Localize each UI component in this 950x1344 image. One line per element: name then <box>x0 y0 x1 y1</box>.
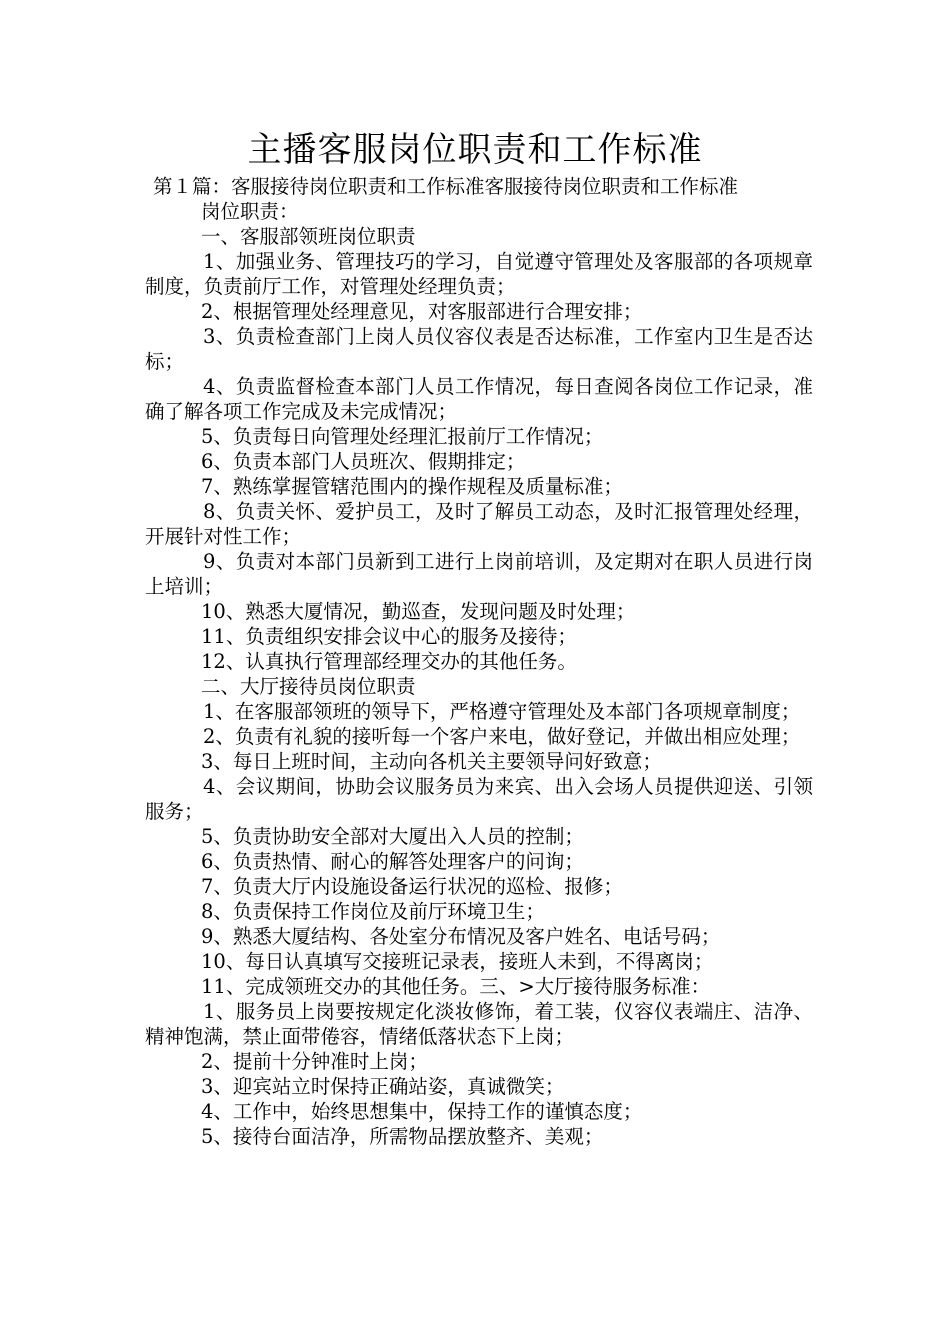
document-body <box>145 174 813 1149</box>
paragraph: 5、负责协助安全部对大厦出入人员的控制； <box>201 825 584 848</box>
paragraph: 4、负责监督检查本部门人员工作情况，每日查阅各岗位工作记录，准确了解各项工作完成及未完成情况； <box>145 375 813 423</box>
document-title: 主播客服岗位职责和工作标准 <box>247 130 703 170</box>
paragraph: 11、负责组织安排会议中心的服务及接待； <box>201 625 577 648</box>
paragraph: 一、客服部领班岗位职责 <box>201 225 416 248</box>
paragraph: 3、迎宾站立时保持正确站姿，真诚微笑； <box>201 1075 565 1098</box>
paragraph: 2、负责有礼貌的接听每一个客户来电，做好登记，并做出相应处理； <box>203 725 801 748</box>
paragraph: 9、熟悉大厦结构、各处室分布情况及客户姓名、电话号码； <box>201 925 721 948</box>
paragraph: 6、负责热情、耐心的解答处理客户的问询； <box>201 850 584 873</box>
paragraph: 6、负责本部门人员班次、假期排定； <box>201 450 526 473</box>
paragraph: 8、负责保持工作岗位及前厅环境卫生； <box>201 900 545 923</box>
paragraph: 7、熟练掌握管辖范围内的操作规程及质量标准； <box>201 475 623 498</box>
paragraph: 12、认真执行管理部经理交办的其他任务。 <box>201 650 577 673</box>
paragraph: 4、工作中，始终思想集中，保持工作的谨慎态度； <box>201 1100 643 1123</box>
paragraph: 2、根据管理处经理意见，对客服部进行合理安排； <box>201 300 643 323</box>
paragraph: 7、负责大厅内设施设备运行状况的巡检、报修； <box>201 875 623 898</box>
paragraph: 2、提前十分钟准时上岗； <box>201 1050 428 1073</box>
paragraph: 1、加强业务、管理技巧的学习，自觉遵守管理处及客服部的各项规章制度，负责前厅工作，对管理处经理负责； <box>145 250 813 298</box>
paragraph: 1、服务员上岗要按规定化淡妆修饰，着工装，仪容仪表端庄、洁净、精神饱满，禁止面带倦容，情绪低落状态下上岗； <box>145 1000 813 1048</box>
paragraph: 1、在客服部领班的领导下，严格遵守管理处及本部门各项规章制度； <box>203 700 801 723</box>
paragraph: 3、负责检查部门上岗人员仪容仪表是否达标准，工作室内卫生是否达标； <box>145 325 813 373</box>
paragraph: 10、每日认真填写交接班记录表，接班人未到，不得离岗； <box>201 950 714 973</box>
paragraph: 11、完成领班交办的其他任务。三、>大厅接待服务标准： <box>201 975 711 998</box>
paragraph: 5、负责每日向管理处经理汇报前厅工作情况； <box>201 425 604 448</box>
paragraph: 8、负责关怀、爱护员工，及时了解员工动态，及时汇报管理处经理，开展针对性工作； <box>145 500 813 548</box>
paragraph: 9、负责对本部门员新到工进行上岗前培训，及定期对在职人员进行岗上培训； <box>145 550 813 598</box>
paragraph: 10、熟悉大厦情况，勤巡查，发现问题及时处理； <box>201 600 636 623</box>
paragraph: 4、会议期间，协助会议服务员为来宾、出入会场人员提供迎送、引领服务； <box>145 775 813 823</box>
paragraph: 岗位职责： <box>201 200 299 223</box>
paragraph: 第１篇：客服接待岗位职责和工作标准客服接待岗位职责和工作标准 <box>153 175 739 198</box>
paragraph: 3、每日上班时间，主动向各机关主要领导问好致意； <box>201 750 662 773</box>
paragraph: 二、大厅接待员岗位职责 <box>201 675 416 698</box>
paragraph: 5、接待台面洁净，所需物品摆放整齐、美观； <box>201 1125 604 1148</box>
